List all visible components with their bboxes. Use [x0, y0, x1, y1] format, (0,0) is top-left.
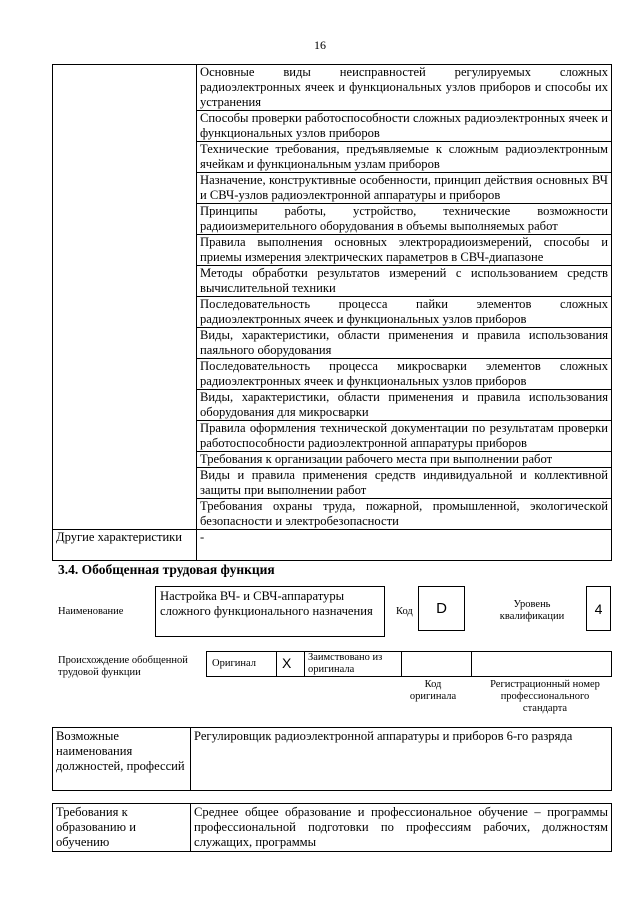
positions-value: Регулировщик радиоэлектронной аппаратуры и приборов 6-го разряда	[191, 728, 612, 791]
other-characteristics-row	[53, 530, 612, 561]
origin-frame	[206, 651, 612, 677]
code-original-caption: Код оригинала	[409, 679, 457, 702]
education-label: Требования к образованию и обучению	[53, 804, 191, 852]
education-table	[52, 803, 612, 852]
knowledge-row	[53, 65, 612, 111]
knowledge-item: Виды и правила применения средств индивидуальной и коллективной защиты при выполнении работ	[197, 468, 612, 499]
borrowed-label: Заимствовано из оригинала	[308, 652, 383, 675]
knowledge-item: Назначение, конструктивные особенности, принцип действия основных ВЧ и СВЧ-узлов радиоэлектронной аппаратуры и приборов	[197, 173, 612, 204]
knowledge-table	[52, 64, 612, 561]
section-title: 3.4. Обобщенная трудовая функция	[58, 562, 275, 577]
code-box: D	[418, 586, 465, 631]
code-label: Код	[396, 606, 413, 617]
origin-divider	[276, 651, 277, 677]
knowledge-item: Правила оформления технической документации по результатам проверки работоспособности радиоэлектронной аппаратуры приборов	[197, 421, 612, 452]
other-characteristics-value: -	[197, 530, 612, 561]
knowledge-item: Правила выполнения основных электрорадиоизмерений, способы и приемы измерения электрических параметров в СВЧ-диапазоне	[197, 235, 612, 266]
original-mark: X	[282, 655, 292, 671]
education-value: Среднее общее образование и профессиональное обучение – программы профессиональной подготовки по профессиям рабочих, должностям служащих, программы	[191, 804, 612, 852]
knowledge-item: Основные виды неисправностей регулируемых сложных радиоэлектронных ячеек и функциональных узлов приборов и способы их устранения	[197, 65, 612, 111]
knowledge-item: Требования охраны труда, пожарной, промышленной, экологической безопасности и электробезопасности	[197, 499, 612, 530]
knowledge-item: Последовательность процесса микросварки элементов сложных радиоэлектронных ячеек и функциональных узлов приборов	[197, 359, 612, 390]
knowledge-label-cell	[53, 65, 197, 530]
knowledge-item: Методы обработки результатов измерений с использованием средств вычислительной техники	[197, 266, 612, 297]
knowledge-item: Способы проверки работоспособности сложных радиоэлектронных ячеек и функциональных узлов приборов	[197, 111, 612, 142]
original-label: Оригинал	[212, 658, 256, 669]
origin-divider	[304, 651, 305, 677]
knowledge-item: Принципы работы, устройство, технические возможности радиоизмерительного оборудования в объемы выполняемых работ	[197, 204, 612, 235]
knowledge-item: Виды, характеристики, области применения и правила использования паяльного оборудования	[197, 328, 612, 359]
page-number: 16	[314, 38, 326, 52]
knowledge-item: Виды, характеристики, области применения и правила использования оборудования для микросварки	[197, 390, 612, 421]
knowledge-item: Технические требования, предъявляемые к сложным радиоэлектронным ячейкам и функциональным узлам приборов	[197, 142, 612, 173]
function-name-box: Настройка ВЧ- и СВЧ-аппаратуры сложного функционального назначения	[155, 586, 385, 637]
other-characteristics-label: Другие характеристики	[53, 530, 197, 561]
level-label: Уровень квалификации	[499, 599, 565, 622]
positions-table	[52, 727, 612, 791]
origin-divider	[471, 651, 472, 677]
positions-label: Возможные наименования должностей, профессий	[53, 728, 191, 791]
reg-number-caption: Регистрационный номер профессионального стандарта	[490, 679, 600, 714]
knowledge-item: Последовательность процесса пайки элементов сложных радиоэлектронных ячеек и функциональных узлов приборов	[197, 297, 612, 328]
origin-label: Происхождение обобщенной трудовой функции	[58, 655, 188, 678]
level-box: 4	[586, 586, 611, 631]
knowledge-item: Требования к организации рабочего места при выполнении работ	[197, 452, 612, 468]
name-label: Наименование	[58, 606, 124, 617]
origin-divider	[401, 651, 402, 677]
